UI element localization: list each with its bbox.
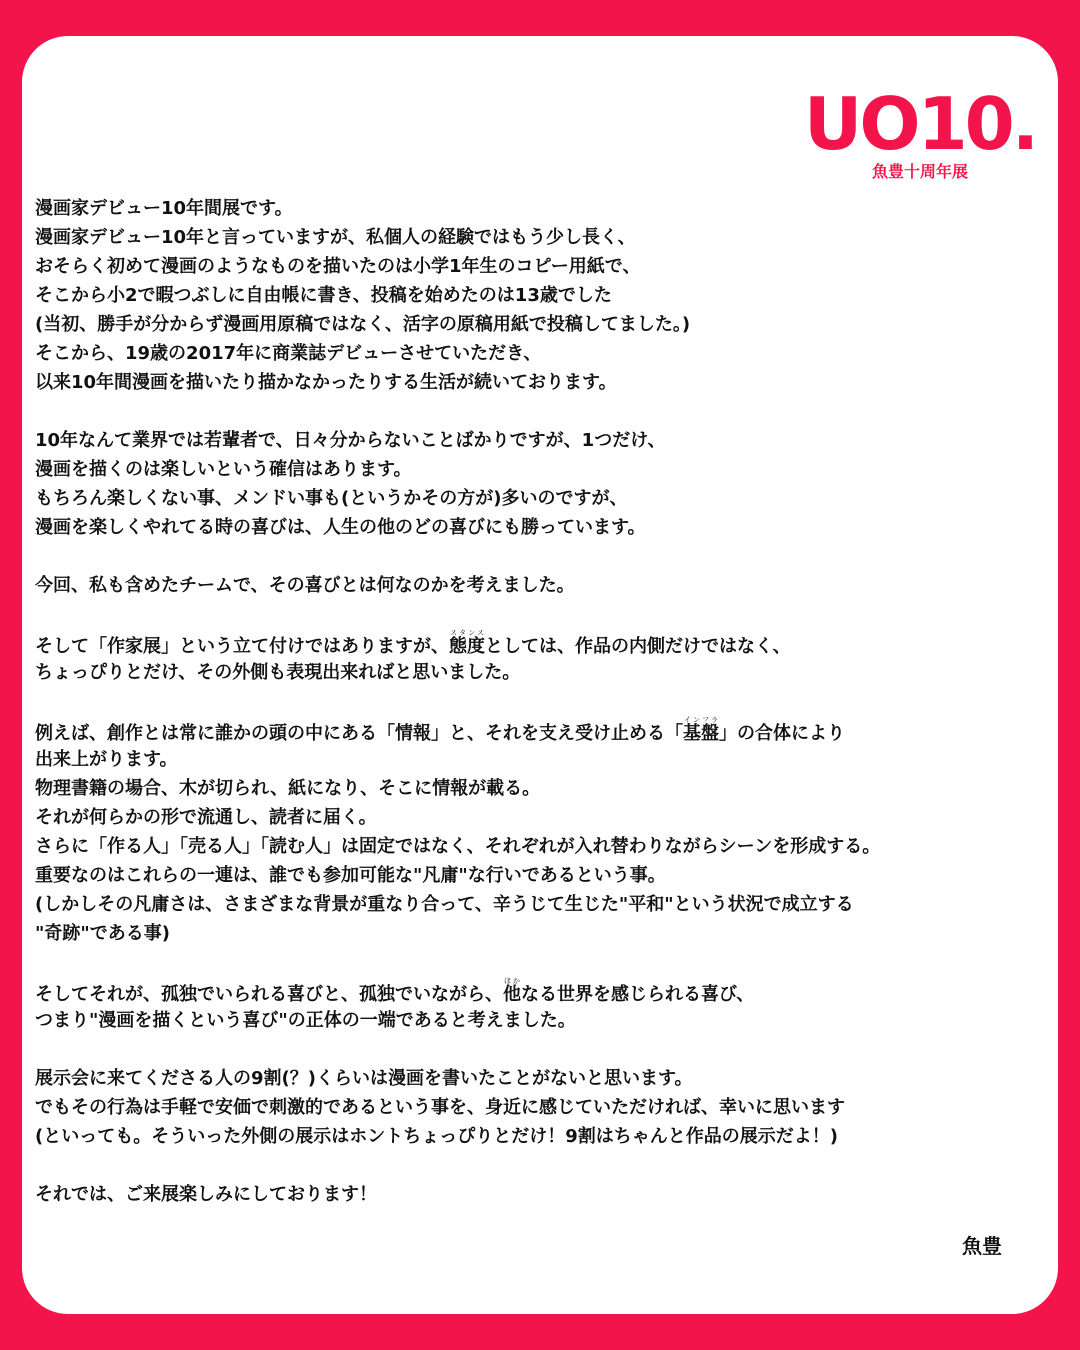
ruby-base: 他	[503, 984, 521, 1005]
paragraph-gap	[35, 687, 1045, 716]
ruby-base: 基盤	[683, 723, 719, 744]
logo-wordmark: UO10.	[803, 82, 1037, 166]
text-line: さらに「作る人」「売る人」「読む人」は固定ではなく、それぞれが入れ替わりながらシーンを形成する。	[35, 836, 881, 857]
text-line: (しかしその凡庸さは、さまざまな背景が重なり合って、辛うじて生じた"平和"という状況で成立する	[35, 894, 854, 915]
text-line: 展示会に来てくださる人の9割(？)くらいは漫画を書いたことがないと思います。	[35, 1068, 693, 1089]
text-segment: そしてそれが、孤独でいられる喜びと、孤独でいながら、	[35, 984, 503, 1005]
text-line: 今回、私も含めたチームで、その喜びとは何なのかを考えました。	[35, 575, 575, 596]
text-segment: 」の合体により	[719, 723, 845, 744]
text-line: "奇跡"である事)	[35, 923, 170, 944]
text-line: それでは、ご来展楽しみにしております！	[35, 1184, 377, 1205]
text-line: 10年なんて業界では若輩者で、日々分からないことばかりですが、1つだけ、	[35, 430, 666, 451]
text-line: 重要なのはこれらの一連は、誰でも参加可能な"凡庸"な行いであるという事。	[35, 865, 666, 886]
text-line: おそらく初めて漫画のようなものを描いたのは小学1年生のコピー用紙で、	[35, 256, 641, 277]
text-line: もちろん楽しくない事、メンドい事も(というかその方が)多いのですが、	[35, 488, 628, 509]
text-line: つまり"漫画を描くという喜び"の正体の一端であると考えました。	[35, 1010, 576, 1031]
text-line: そこから、19歳の2017年に商業誌デビューさせていただき、	[35, 343, 542, 364]
text-line: 漫画家デビュー10年間展です。	[35, 198, 293, 219]
text-line: 以来10年間漫画を描いたり描かなかったりする生活が続いております。	[35, 372, 617, 393]
paragraph-gap	[35, 397, 1045, 426]
text-line: でもその行為は手軽で安価で刺激的であるという事を、身近に感じていただければ、幸いに思います	[35, 1097, 845, 1118]
paragraph-gap	[35, 600, 1045, 629]
text-line	[35, 977, 1045, 1006]
letter-body	[35, 194, 1045, 1209]
ruby-reading: インフラ	[683, 716, 719, 724]
letter-card	[22, 36, 1058, 1314]
text-line: 物理書籍の場合、木が切られ、紙になり、そこに情報が載る。	[35, 778, 541, 799]
text-line: 出来上がります。	[35, 749, 178, 770]
ruby-reading: スタンス	[449, 629, 485, 637]
ruby-hoka	[503, 977, 521, 1005]
ruby-reading: ほか	[503, 977, 521, 985]
paragraph	[35, 1180, 1045, 1209]
text-line: 漫画を楽しくやれてる時の喜びは、人生の他のどの喜びにも勝っています。	[35, 517, 646, 538]
text-segment: なる世界を感じられる喜び、	[521, 984, 755, 1005]
ruby-stance	[449, 629, 485, 657]
paragraph-gap	[35, 948, 1045, 977]
text-line: それが何らかの形で流通し、読者に届く。	[35, 807, 377, 828]
text-line: (当初、勝手が分からず漫画用原稿ではなく、活字の原稿用紙で投稿してました。)	[35, 314, 691, 335]
text-line: (といっても。そういった外側の展示はホントちょっぴりとだけ！9割はちゃんと作品の展示だよ！)	[35, 1126, 838, 1147]
text-segment: としては、作品の内側だけではなく、	[485, 636, 791, 657]
ruby-base: 態度	[449, 636, 485, 657]
ruby-infra	[683, 716, 719, 744]
paragraph	[35, 629, 1045, 687]
text-line: 漫画を描くのは楽しいという確信はあります。	[35, 459, 412, 480]
paragraph	[35, 426, 1045, 542]
text-line	[35, 716, 1045, 745]
paragraph	[35, 716, 1045, 948]
author-signature: 魚豊	[962, 1234, 1002, 1258]
text-line	[35, 629, 1045, 658]
paragraph	[35, 977, 1045, 1035]
text-line: そこから小2で暇つぶしに自由帳に書き、投稿を始めたのは13歳でした	[35, 285, 612, 306]
logo-subtitle: 魚豊十周年展	[871, 162, 968, 181]
paragraph-gap	[35, 542, 1045, 571]
text-line: 漫画家デビュー10年と言っていますが、私個人の経験ではもう少し長く、	[35, 227, 636, 248]
paragraph	[35, 571, 1045, 600]
text-segment: 例えば、創作とは常に誰かの頭の中にある「情報」と、それを支え受け止める「	[35, 723, 683, 744]
text-line: ちょっぴりとだけ、その外側も表現出来ればと思いました。	[35, 662, 521, 683]
exhibition-logo	[800, 82, 1040, 182]
paragraph-gap	[35, 1151, 1045, 1180]
paragraph	[35, 1064, 1045, 1151]
paragraph	[35, 194, 1045, 397]
paragraph-gap	[35, 1035, 1045, 1064]
text-segment: そして「作家展」という立て付けではありますが、	[35, 636, 449, 657]
